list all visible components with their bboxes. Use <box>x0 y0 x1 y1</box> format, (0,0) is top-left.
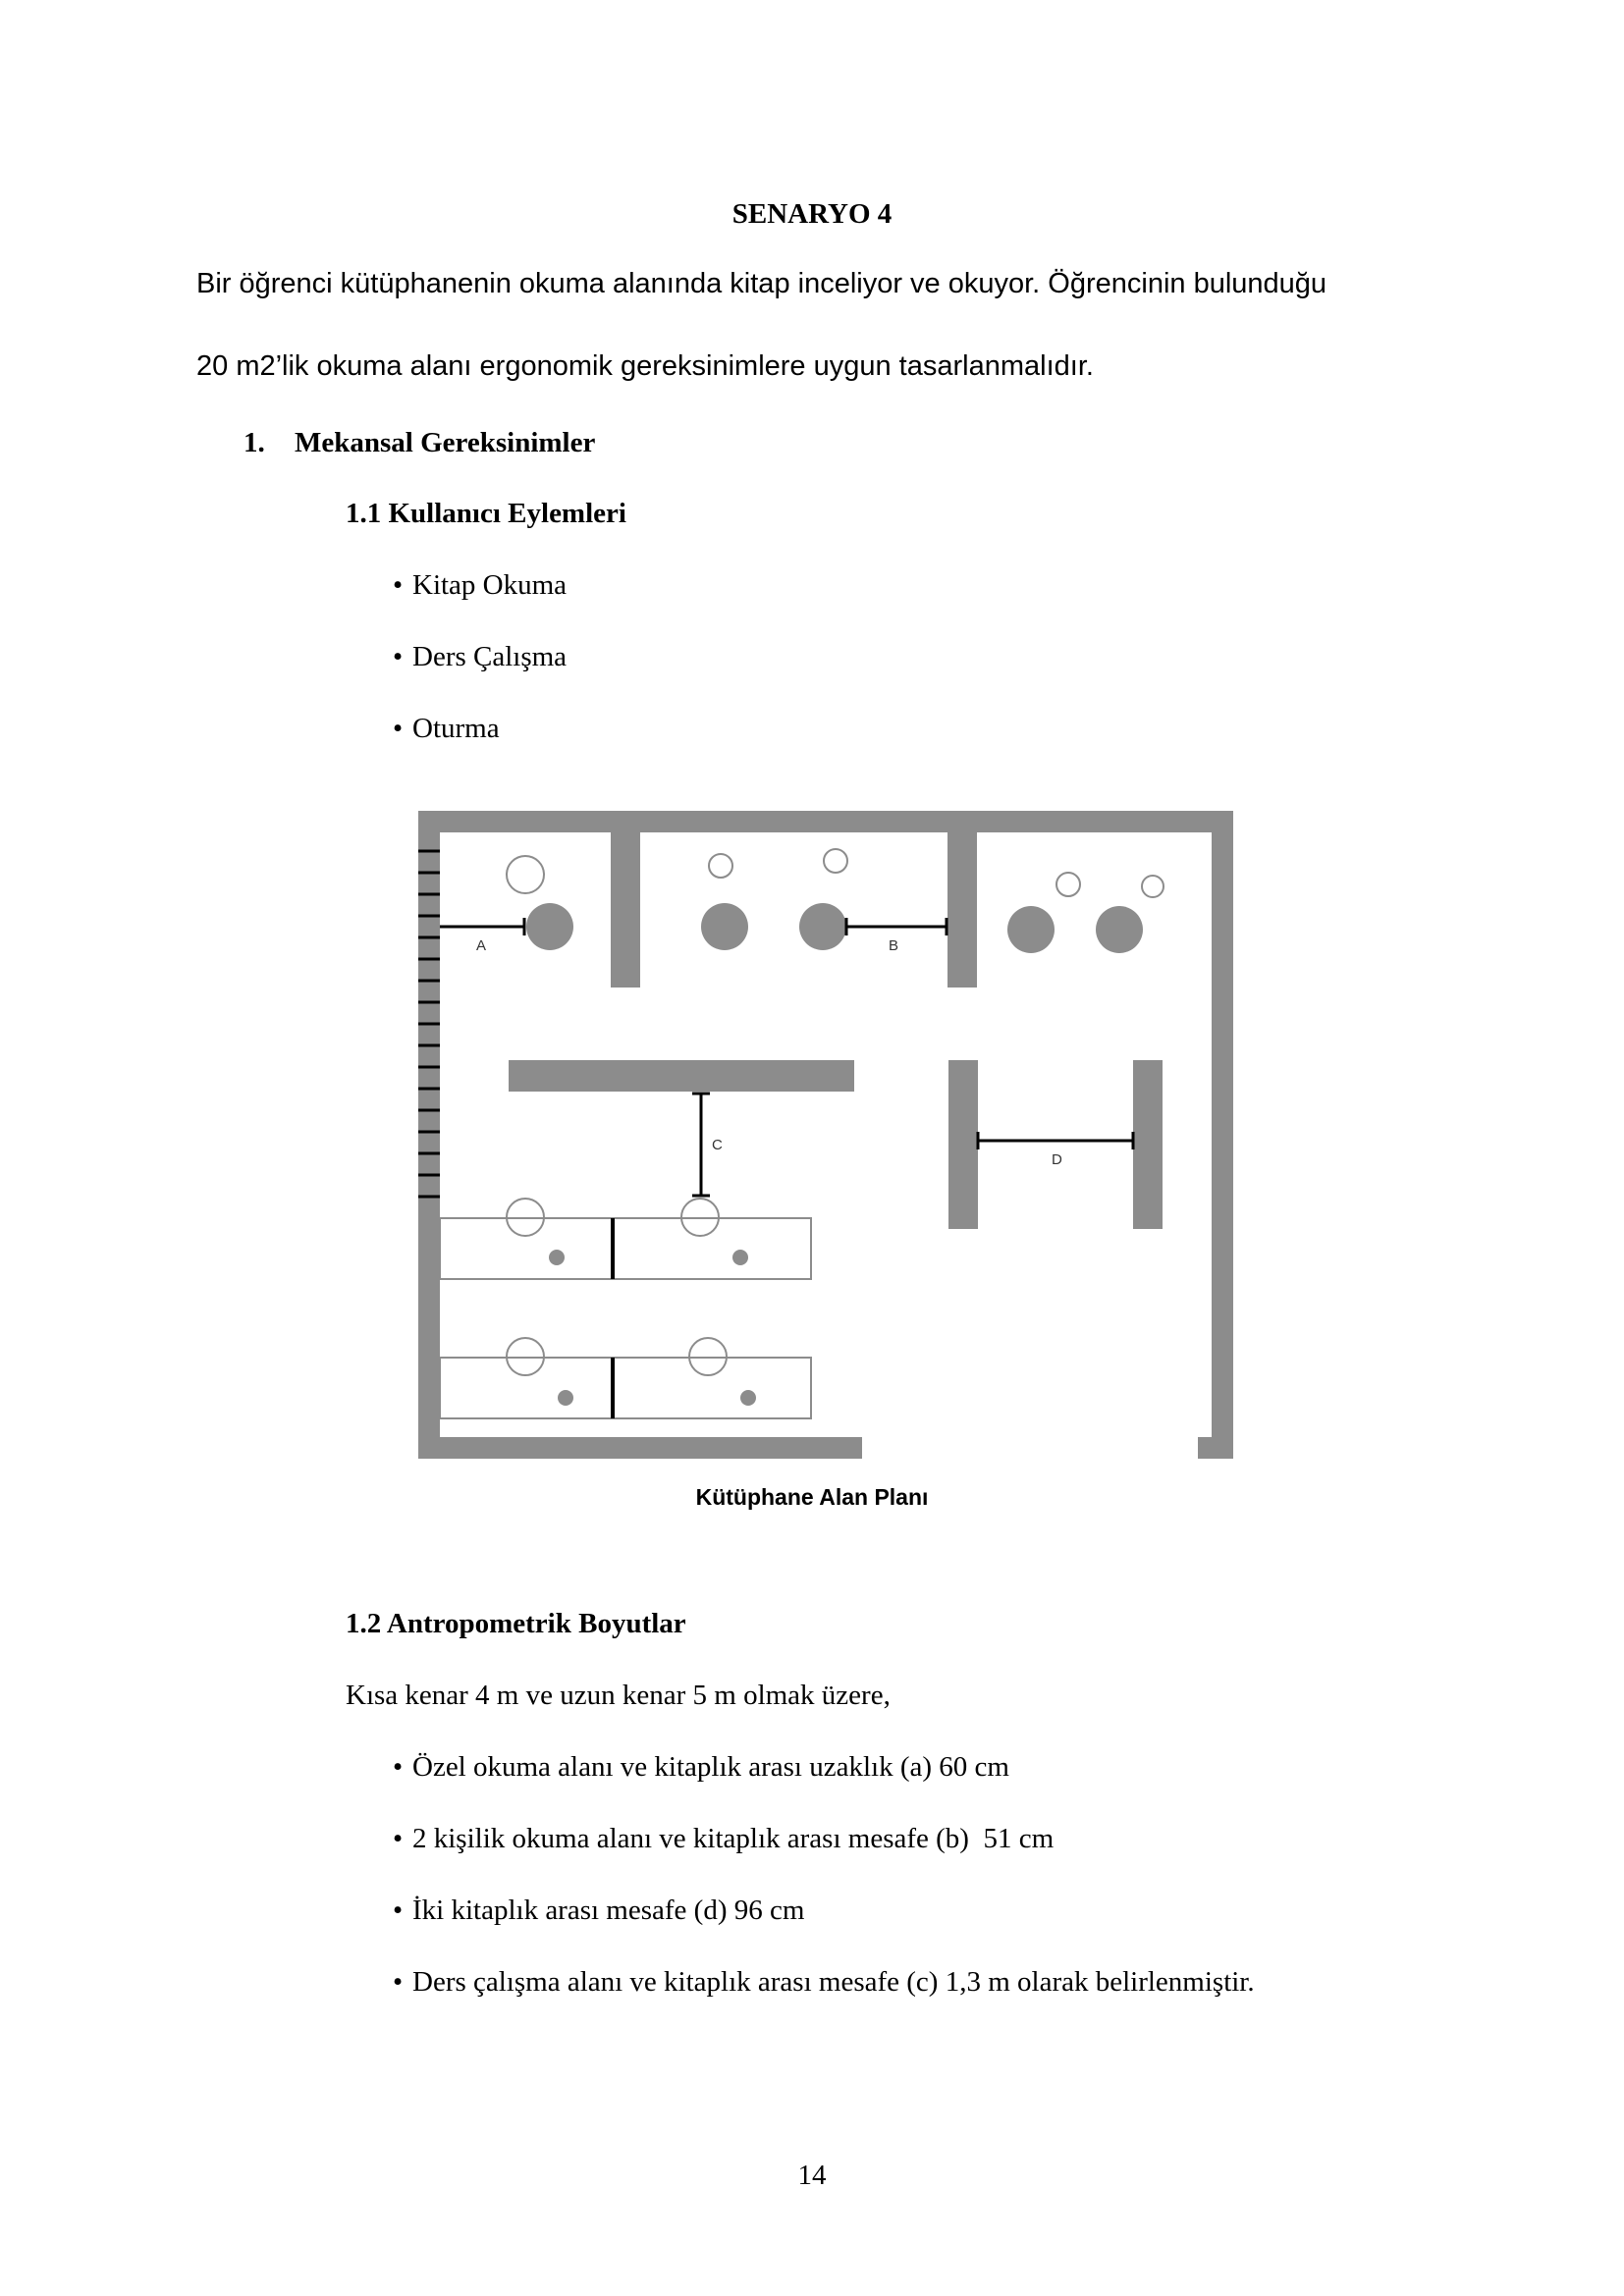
partition-wall-2 <box>947 811 977 988</box>
dimension-c <box>692 1094 710 1196</box>
seat-dot <box>558 1390 573 1406</box>
table-circle <box>1007 906 1055 953</box>
bullet-icon: • <box>393 713 404 744</box>
subsection-heading-1-1: 1.1 Kullanıcı Eylemleri <box>346 498 626 529</box>
dimension-b <box>846 918 947 935</box>
bullet-text: Kitap Okuma <box>412 569 568 601</box>
intro-line-2: 20 m2’lik okuma alanı ergonomik gereksinimlere uygun tasarlanmalıdır. <box>196 350 1094 382</box>
bullet-icon: • <box>393 1751 404 1783</box>
dimension-a <box>440 918 524 935</box>
bullet-text: Oturma <box>412 713 500 744</box>
bullet-text: Ders Çalışma <box>412 641 568 672</box>
chair-circle <box>824 849 847 873</box>
partition-wall-1 <box>611 811 640 988</box>
dimension-label-a: A <box>476 937 487 954</box>
intro-line-1: Bir öğrenci kütüphanenin okuma alanında kitap inceliyor ve okuyor. Öğrencinin bulunduğu <box>196 268 1327 299</box>
bullet-text: Ders çalışma alanı ve kitaplık arası mesafe (c) 1,3 m olarak belirlenmiştir. <box>412 1966 1255 1998</box>
chair-circle <box>1056 873 1080 896</box>
bullet-item <box>393 641 567 673</box>
dimension-label-c: C <box>712 1137 723 1153</box>
bullet-text: 2 kişilik okuma alanı ve kitaplık arası mesafe (b) 51 cm <box>412 1823 1055 1854</box>
bullet-item <box>393 713 500 745</box>
seat-dot <box>732 1250 748 1265</box>
outer-wall-left <box>418 811 440 1459</box>
bullet-text: İki kitaplık arası mesafe (d) 96 cm <box>412 1895 805 1926</box>
table-circle <box>526 903 573 950</box>
outer-wall-bottom-right <box>1198 1437 1233 1459</box>
section-title: Mekansal Gereksinimler <box>295 427 596 458</box>
outer-wall-right <box>1212 811 1233 1459</box>
study-desk <box>440 1358 811 1418</box>
bullet-icon: • <box>393 1823 404 1854</box>
dimension-d <box>978 1132 1133 1149</box>
bullet-item <box>393 1966 1255 1999</box>
dimension-label-b: B <box>889 937 899 954</box>
table-circle <box>701 903 748 950</box>
page-number: 14 <box>797 2160 827 2191</box>
chair-circle <box>709 854 732 878</box>
bullet-icon: • <box>393 1895 404 1926</box>
outer-wall-top <box>418 811 1233 832</box>
bullet-text: Özel okuma alanı ve kitaplık arası uzaklık (a) 60 cm <box>412 1751 1009 1783</box>
table-circle <box>1096 906 1143 953</box>
table-circle <box>799 903 846 950</box>
subsection-heading-1-2: 1.2 Antropometrik Boyutlar <box>346 1608 686 1639</box>
bookshelf-horizontal <box>509 1060 854 1092</box>
bullet-icon: • <box>393 1966 404 1998</box>
bullet-item <box>393 1895 804 1927</box>
bullet-icon: • <box>393 641 404 672</box>
bullet-item <box>393 1751 1009 1784</box>
library-floor-plan <box>415 808 1240 1462</box>
outer-wall-bottom-left <box>418 1437 862 1459</box>
scenario-title: SENARYO 4 <box>731 198 893 230</box>
study-desk <box>440 1218 811 1279</box>
bookshelf-vertical-left <box>948 1060 978 1229</box>
chair-circle <box>1142 876 1164 897</box>
dimensions-intro: Kısa kenar 4 m ve uzun kenar 5 m olmak üzere, <box>346 1680 891 1711</box>
bookshelf-vertical-right <box>1133 1060 1163 1229</box>
seat-dot <box>549 1250 565 1265</box>
seat-dot <box>740 1390 756 1406</box>
bullet-item <box>393 1823 1054 1855</box>
dimension-label-d: D <box>1052 1151 1062 1168</box>
bullet-item <box>393 569 567 602</box>
figure-caption: Kütüphane Alan Planı <box>695 1484 929 1510</box>
section-heading-1 <box>244 427 595 459</box>
section-number: 1. <box>244 427 265 458</box>
chair-circle <box>507 856 544 893</box>
bullet-icon: • <box>393 569 404 601</box>
